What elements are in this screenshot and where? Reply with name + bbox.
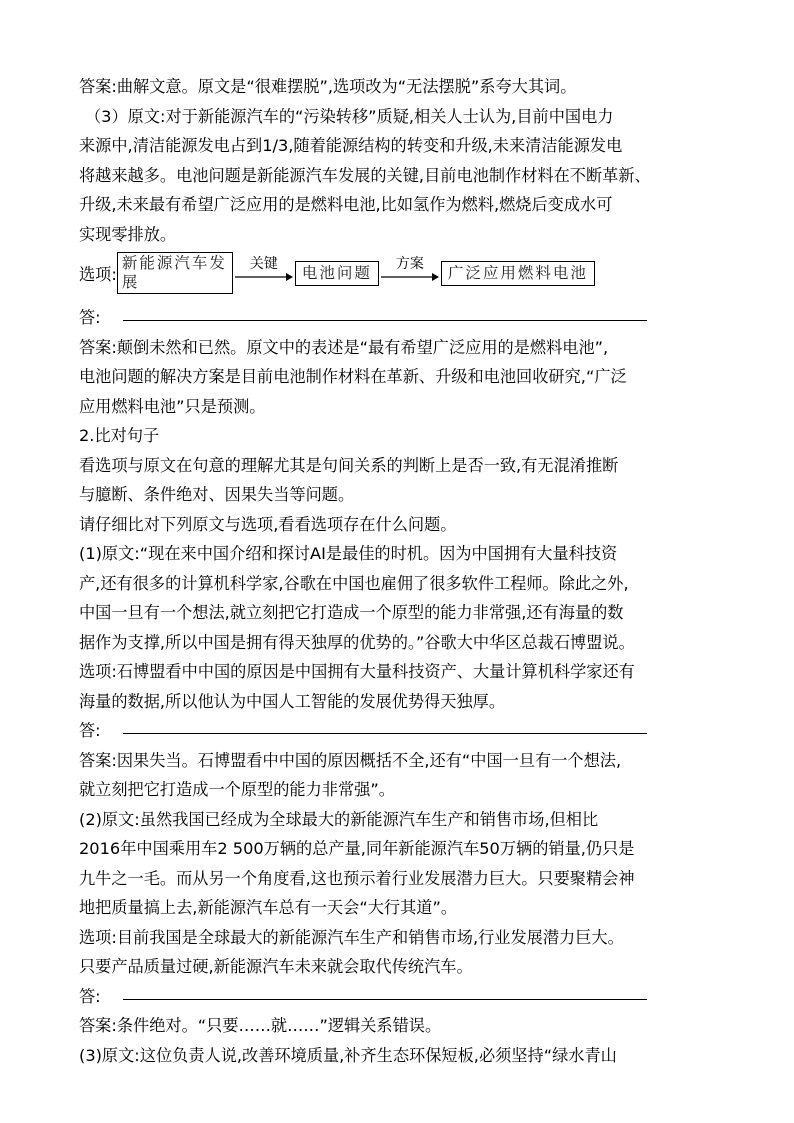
text-line: 实现零排放。 [79,224,177,244]
text-line: 应用燃料电池”只是预测。 [79,396,266,416]
text-line: 选项:石博盟看中中国的原因是中国拥有大量科技资产、大量计算机科学家还有 [79,662,635,681]
text-line: （3）原文:对于新能源汽车的“污染转移”质疑,相关人士认为,目前中国电力 [85,106,614,126]
text-line: 据作为支撑,所以中国是拥有得天独厚的优势的。”谷歌大中华区总裁石博盟说。 [79,632,635,652]
text-line: 答案:颠倒未然和已然。原文中的表述是“最有希望广泛应用的是燃料电池”, [79,337,609,357]
document-page [79,72,719,1070]
arrow-right-icon [235,272,293,282]
paragraph-block-q2 [79,746,719,982]
answer-blank-2 [79,716,719,746]
text-line: 来源中,清洁能源发电占到1/3,随着能源结构的转变和升级,未来清洁能源发电 [79,136,623,155]
flow-arrow-label: 方案 [395,256,424,272]
text-line: 只要产品质量过硬,新能源汽车未来就会取代传统汽车。 [79,957,473,976]
text-line: 与臆断、条件绝对、因果失当等问题。 [79,485,355,504]
paragraph-block-top [79,72,719,249]
text-line: 地把质量搞上去,新能源汽车总有一天会“大行其道”。 [79,898,458,917]
text-line: 答案:因果失当。石博盟看中中国的原因概括不全,还有“中国一旦有一个想法, [79,750,622,770]
text-line: 海量的数据,所以他认为中国人工智能的发展优势得天独厚。 [79,691,506,711]
paragraph-block-bottom [79,1011,719,1070]
text-line: 九牛之一毛。而从另一个角度看,这也预示着行业发展潜力巨大。只要聚精会神 [79,868,635,888]
answer-label: 答: [79,721,101,740]
text-line: 将越来越多。电池问题是新能源汽车发展的关键,目前电池制作材料在不断革新、 [79,165,651,185]
text-line: 2016年中国乘用车2 500万辆的总产量,同年新能源汽车50万辆的销量,仍只是 [79,839,635,858]
arrow-right-icon [381,272,439,282]
section-heading: 2.比对句子 [79,426,160,445]
flow-arrow-plan [381,258,439,288]
text-line: 产,还有很多的计算机科学家,谷歌在中国也雇佣了很多软件工程师。除此之外, [79,573,629,593]
text-line: 就立刻把它打造成一个原型的能力非常强”。 [79,780,395,799]
flow-arrow-key [235,258,293,288]
text-line: 电池问题的解决方案是目前电池制作材料在革新、升级和电池回收研究,“广泛 [79,367,627,386]
answer-label: 答: [79,986,101,1006]
flow-arrow-label: 关键 [249,256,278,272]
answer-blank-3 [79,982,719,1012]
text-line: (3)原文:这位负责人说,改善环境质量,补齐生态环保短板,必须坚持“绿水青山 [79,1045,617,1065]
text-line: 升级,未来最有希望广泛应用的是燃料电池,比如氢作为燃料,燃烧后变成水可 [79,195,613,214]
text-line: 选项:目前我国是全球最大的新能源汽车生产和销售市场,行业发展潜力巨大。 [79,927,624,947]
answer-label: 答: [79,308,101,327]
flow-prefix: 选项: [79,265,117,284]
flow-box-fuel-cell: 广泛应用燃料电池 [441,261,595,286]
answer-underline [123,733,647,734]
answer-underline [123,999,647,1000]
text-line: 请仔细比对下列原文与选项,看看选项存在什么问题。 [79,514,457,534]
answer-underline [123,320,647,321]
flow-box-battery-problem: 电池问题 [295,261,379,286]
text-line: 中国一旦有一个想法,就立刻把它打造成一个原型的能力非常强,还有海量的数 [79,603,624,622]
text-line: 答案:曲解文意。原文是“很难摆脱”,选项改为“无法摆脱”系夸大其词。 [79,77,577,96]
option-flow-diagram [79,251,719,295]
text-line: 答案:条件绝对。“只要……就……”逻辑关系错误。 [79,1016,442,1035]
paragraph-block-mid [79,333,719,717]
text-line: 看选项与原文在句意的理解尤其是句间关系的判断上是否一致,有无混淆推断 [79,455,619,475]
text-line: (2)原文:虽然我国已经成为全球最大的新能源汽车生产和销售市场,但相比 [79,809,599,829]
flow-box-new-energy-car: 新能源汽车发展 [117,252,233,294]
text-line: (1)原文:“现在来中国介绍和探讨AI是最佳的时机。因为中国拥有大量科技资 [79,544,618,563]
answer-blank-1 [79,303,719,333]
